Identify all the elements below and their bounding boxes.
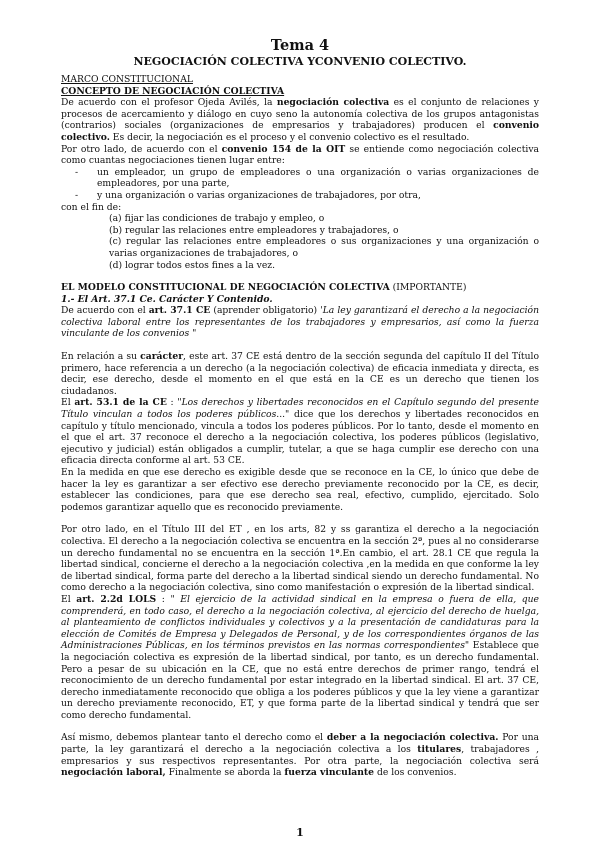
section-heading-concepto: CONCEPTO DE NEGOCIACIÓN COLECTIVA [61, 85, 285, 97]
paragraph: Así mismo, debemos plantear tanto el derecho como el deber a la negociación colectiva. Por una parte, la ley garantizará el derecho a la negociación colectiva a los titulares, trabajadores , empresarios y sus respectivos representantes. Por otra parte, la negociación colectiva será negociación laboral, Finalmente se aborda la fuerza vinculante de los convenios. [61, 732, 540, 779]
section-subheading: 1.- El Art. 37.1 Ce. Carácter Y Contenido. [61, 293, 273, 305]
document-title: Tema 4 [270, 37, 330, 54]
alpha-list [61, 213, 539, 271]
list-item: - y una organización o varias organizaciones de trabajadores, por otra, [75, 189, 421, 201]
paragraph: En la medida en que ese derecho es exigible desde que se reconoce en la CE, lo único que debe de hacer la ley es garantizar a ser efectivo ese derecho previamente reconocido por la CE, es decir, establecer las condiciones, para que ese derecho sea real, efectivo, cumplido, ejercitado. Solo podemos garantizar aquello que es reconocido previamente. [61, 467, 539, 513]
list-item: (b) regular las relaciones entre empleadores y trabajadores, o [109, 224, 399, 236]
paragraph: con el fin de: [61, 201, 122, 213]
list-item: (c) regular las relaciones entre empleadores o sus organizaciones y una organización o varias organizaciones de trabajadores, o [109, 236, 539, 259]
list-item: - un empleador, un grupo de empleadores o una organización o varias organizaciones de empleadores, por una parte, [75, 166, 539, 190]
paragraph: En relación a su carácter, este art. 37 CE está dentro de la sección segunda del capítulo II del Título primero, hace referencia a un derecho (a la negociación colectiva) de eficacia inmediata y directa, es decir, ese derecho, desde el momento en el que está en la CE es un derecho que tienen los ciudadanos. [61, 351, 539, 397]
paragraph: De acuerdo con el profesor Ojeda Avilés, la negociación colectiva es el conjunto de relaciones y procesos de acercamiento y diálogo en cuyo seno la autonomía colectiva de los grupos antagonistas (contrarios) sociales (organizaciones de empresarios y trabajadores) producen el convenio colectivo. Es decir, la negociación es el proceso y el convenio colectivo es el resultado. [61, 97, 539, 143]
paragraph: Por otro lado, en el Título III del ET , en los arts, 82 y ss garantiza el derecho a la negociación colectiva. El derecho a la negociación colectiva se encuentra en la sección 2ª, pues al no considerarse un derecho fundamental no se encuentra en la sección 1ª.En cambio, el art. 28.1 CE que regula la libertad sindical, concierne el derecho a la negociación colectiva ,en la medida en que conforme la ley de libertad sindical, forma parte del derecho a la libertad sindical siendo un derecho fundamental. No como derecho a la negociación colectiva, sino como manifestación o expresión de la libertad sindical. [61, 524, 539, 594]
list-item: (d) lograr todos estos fines a la vez. [109, 259, 276, 271]
page-number: 1 [296, 826, 304, 839]
section-heading-modelo: EL MODELO CONSTITUCIONAL DE NEGOCIACIÓN COLECTIVA (IMPORTANTE) [61, 282, 467, 294]
document-subtitle: NEGOCIACIÓN COLECTIVA YCONVENIO COLECTIVO. [133, 55, 467, 68]
list-item: (a) fijar las condiciones de trabajo y empleo, o [109, 213, 325, 225]
page-body [61, 74, 539, 779]
paragraph: Por otro lado, de acuerdo con el convenio 154 de la OIT se entiende como negociación colectiva como cuantas negociaciones tienen lugar entre: [61, 143, 539, 167]
paragraph: El art. 2.2d LOLS : " El ejercicio de la actividad sindical en la empresa o fuera de ella, que comprenderá, en todo caso, el derecho a la negociación colectiva, al ejercicio del derecho de huelga, al planteamiento de conflictos individuales y colectivos y a la presentación de candidaturas para la elección de Comités de Empresa y Delegados de Personal, y de los correspondientes órganos de las Administraciones Públicas, en los términos previstos en las normas correspondientes" Establece que la negociación colectiva es expresión de la libertad sindical, por tanto, es un derecho fundamental. Pero a pesar de su ubicación en la CE, que no está entre derechos de primer rango, tendrá el reconocimiento de un derecho fundamental por estar integrado en la libertad sindical. El art. 37 CE, derecho inmediatamente reconocido que obliga a los poderes públicos y que la ley viene a garantizar un derecho previamente reconocido, ET, y que forma parte de la libertad sindical y tendrá que ser como derecho fundamental. [61, 593, 539, 721]
paragraph: De acuerdo con el art. 37.1 CE (aprender obligatorio) 'La ley garantizará el derecho a la negociación colectiva laboral entre los representantes de los trabajadores y empresarios, así como la fuerza vinculante de los convenios " [61, 305, 539, 340]
paragraph: El art. 53.1 de la CE : "Los derechos y libertades reconocidos en el Capítulo segundo del presente Título vinculan a todos los poderes públicos..." dice que los derechos y libertades reconocidos en capítulo y título mencionado, vincula a todos los poderes públicos. Por lo tanto, desde el momento en el que el art. 37 reconoce el derecho a la negociación colectiva, los poderes públicos (legislativo, ejecutivo y judicial) están obligados a cumplir, tutelar, a que se haga cumplir ese derecho con una eficacia directa conforme al art. 53 CE. [61, 397, 539, 467]
dash-list [61, 167, 539, 202]
section-marco: MARCO CONSTITUCIONAL [61, 74, 193, 85]
